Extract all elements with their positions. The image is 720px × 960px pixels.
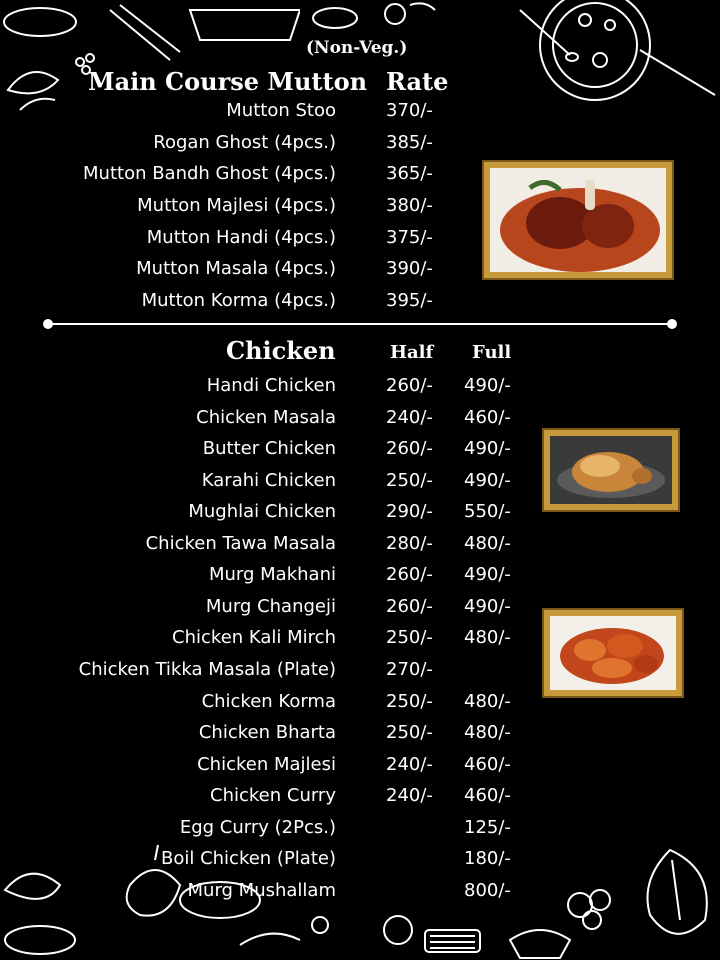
item-name: Mutton Korma (4pcs.) bbox=[141, 290, 336, 311]
menu-item-row bbox=[0, 287, 720, 315]
half-price: 250/- bbox=[386, 691, 433, 712]
full-price: 490/- bbox=[464, 564, 511, 585]
full-price: 490/- bbox=[464, 596, 511, 617]
item-price: 390/- bbox=[386, 258, 433, 279]
item-name: Chicken Korma bbox=[201, 691, 336, 712]
item-name: Egg Curry (2Pcs.) bbox=[179, 817, 336, 838]
menu-item-row bbox=[0, 877, 720, 905]
menu-item-row bbox=[0, 129, 720, 157]
item-name: Chicken Curry bbox=[210, 785, 336, 806]
fried-chicken-photo bbox=[544, 610, 682, 696]
menu-category-tag: (Non-Veg.) bbox=[306, 38, 408, 58]
full-price: 550/- bbox=[464, 501, 511, 522]
item-name: Murg Changeji bbox=[205, 596, 336, 617]
item-price: 380/- bbox=[386, 195, 433, 216]
item-name: Chicken Tikka Masala (Plate) bbox=[78, 659, 336, 680]
half-price: 260/- bbox=[386, 375, 433, 396]
item-name: Mughlai Chicken bbox=[188, 501, 336, 522]
full-price: 460/- bbox=[464, 785, 511, 806]
item-price: 370/- bbox=[386, 100, 433, 121]
full-price: 800/- bbox=[464, 880, 511, 901]
item-price: 365/- bbox=[386, 163, 433, 184]
half-price: 250/- bbox=[386, 722, 433, 743]
mutton-section-title: Main Course Mutton bbox=[88, 67, 368, 96]
full-price: 125/- bbox=[464, 817, 511, 838]
half-price: 240/- bbox=[386, 785, 433, 806]
half-price: 240/- bbox=[386, 754, 433, 775]
full-price: 490/- bbox=[464, 438, 511, 459]
menu-item-row bbox=[0, 719, 720, 747]
item-name: Mutton Majlesi (4pcs.) bbox=[137, 195, 336, 216]
full-price: 480/- bbox=[464, 691, 511, 712]
half-price: 280/- bbox=[386, 533, 433, 554]
chicken-section-title: Chicken bbox=[226, 336, 336, 365]
half-price: 270/- bbox=[386, 659, 433, 680]
item-name: Chicken Kali Mirch bbox=[172, 627, 336, 648]
menu-item-row bbox=[0, 372, 720, 400]
full-price: 480/- bbox=[464, 722, 511, 743]
section-divider bbox=[48, 323, 672, 325]
item-name: Handi Chicken bbox=[206, 375, 336, 396]
item-name: Murg Mushallam bbox=[187, 880, 336, 901]
item-name: Chicken Masala bbox=[196, 407, 336, 428]
menu-item-row bbox=[0, 751, 720, 779]
item-name: Karahi Chicken bbox=[201, 470, 336, 491]
half-price: 260/- bbox=[386, 438, 433, 459]
half-price: 250/- bbox=[386, 470, 433, 491]
item-name: Chicken Majlesi bbox=[197, 754, 336, 775]
full-price: 480/- bbox=[464, 533, 511, 554]
item-name: Murg Makhani bbox=[208, 564, 336, 585]
full-price: 460/- bbox=[464, 407, 511, 428]
half-price: 260/- bbox=[386, 596, 433, 617]
item-name: Chicken Bharta bbox=[198, 722, 336, 743]
menu-item-row bbox=[0, 845, 720, 873]
half-price: 260/- bbox=[386, 564, 433, 585]
menu-item-row bbox=[0, 814, 720, 842]
item-name: Mutton Bandh Ghost (4pcs.) bbox=[83, 163, 336, 184]
menu-item-row bbox=[0, 404, 720, 432]
menu-item-row bbox=[0, 782, 720, 810]
menu-item-row bbox=[0, 561, 720, 589]
item-price: 385/- bbox=[386, 132, 433, 153]
menu-item-row bbox=[0, 530, 720, 558]
full-price: 480/- bbox=[464, 627, 511, 648]
item-name: Butter Chicken bbox=[202, 438, 336, 459]
item-price: 395/- bbox=[386, 290, 433, 311]
item-price: 375/- bbox=[386, 227, 433, 248]
roast-chicken-photo bbox=[544, 430, 678, 510]
item-name: Mutton Handi (4pcs.) bbox=[146, 227, 336, 248]
item-name: Rogan Ghost (4pcs.) bbox=[153, 132, 336, 153]
kitchen-doodle-top-center bbox=[300, 0, 440, 40]
full-column-header: Full bbox=[472, 342, 512, 363]
rate-column-header: Rate bbox=[386, 67, 449, 96]
kitchen-doodle-top-right bbox=[500, 0, 720, 110]
half-column-header: Half bbox=[390, 342, 434, 363]
item-name: Boil Chicken (Plate) bbox=[160, 848, 336, 869]
item-name: Chicken Tawa Masala bbox=[145, 533, 336, 554]
mutton-curry-photo bbox=[484, 162, 672, 278]
half-price: 240/- bbox=[386, 407, 433, 428]
menu-item-row bbox=[0, 97, 720, 125]
half-price: 290/- bbox=[386, 501, 433, 522]
half-price: 250/- bbox=[386, 627, 433, 648]
item-name: Mutton Stoo bbox=[226, 100, 336, 121]
full-price: 180/- bbox=[464, 848, 511, 869]
full-price: 460/- bbox=[464, 754, 511, 775]
item-name: Mutton Masala (4pcs.) bbox=[136, 258, 336, 279]
full-price: 490/- bbox=[464, 470, 511, 491]
full-price: 490/- bbox=[464, 375, 511, 396]
